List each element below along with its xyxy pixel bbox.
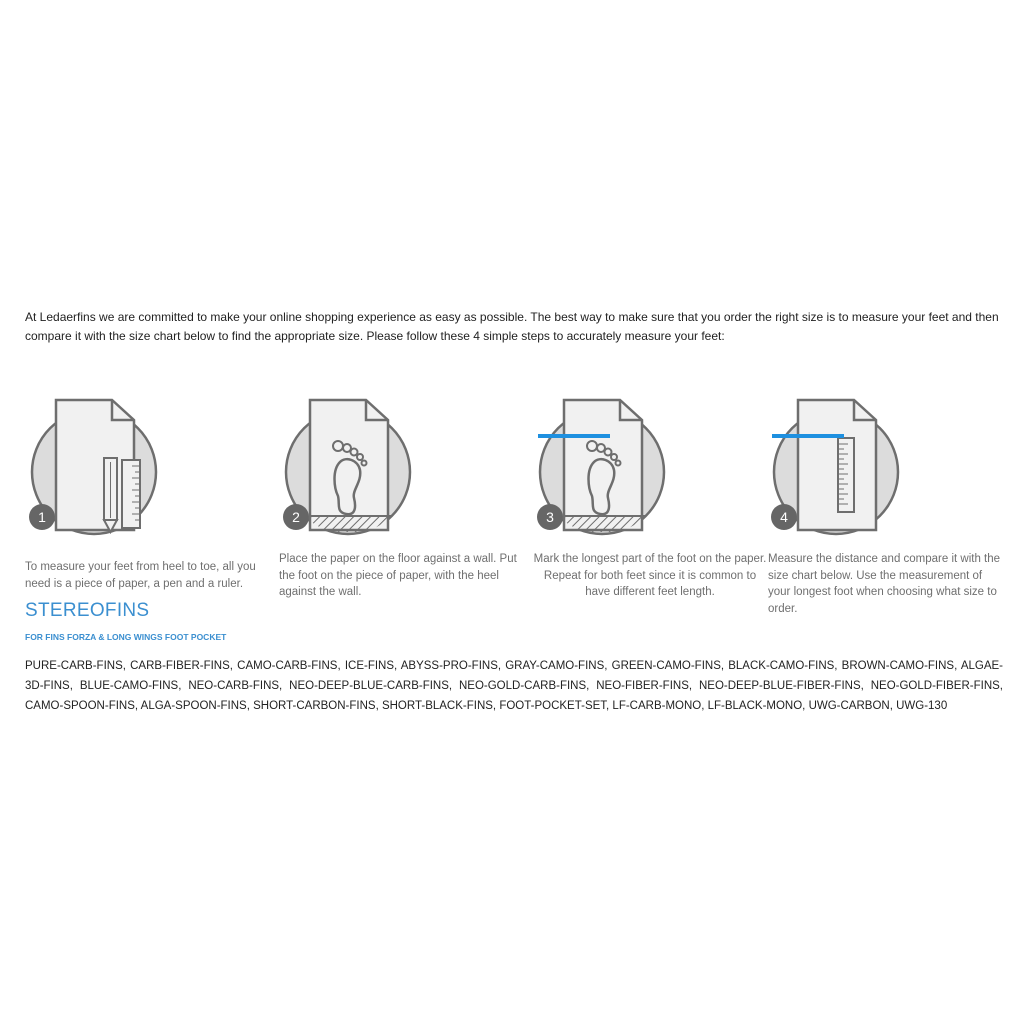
model-list: PURE-CARB-FINS, CARB-FIBER-FINS, CAMO-CARB-FINS, ICE-FINS, ABYSS-PRO-FINS, GRAY-CAMO-FINS, GREEN-CAMO-FINS, BLACK-CAMO-FINS, BROWN-CAMO-FINS, ALGAE-3D-FINS, BLUE-CAMO-FINS, NEO-CARB-FINS, NEO-DEEP-BLUE-CARB-FINS, NEO-GOLD-CARB-FINS, NEO-FIBER-FINS, NEO-DEEP-BLUE-FIBER-FINS, NEO-GOLD-FIBER-FINS, CAMO-SPOON-FINS, ALGA-SPOON-FINS, SHORT-CARBON-FINS, SHORT-BLACK-FINS, FOOT-POCKET-SET, LF-CARB-MONO, LF-BLACK-MONO, UWG-CARBON, UWG-130 xyxy=(25,660,1003,712)
step-2-text: Place the paper on the floor against a wall. Put the foot on the piece of paper, with the heel against the wall. xyxy=(279,553,517,598)
step-3-text: Mark the longest part of the foot on the paper. Repeat for both feet since it is common to have different feet length. xyxy=(533,553,767,598)
step-1-text: To measure your feet from heel to toe, all you need is a piece of paper, a pen and a ruler. xyxy=(25,561,256,590)
step-3-badge: 3 xyxy=(546,509,554,525)
paper-pen-ruler-icon xyxy=(22,390,172,540)
brand-subtitle: FOR FINS FORZA & LONG WINGS FOOT POCKET xyxy=(25,632,227,642)
step-4-badge: 4 xyxy=(780,509,788,525)
step-1-badge: 1 xyxy=(38,509,46,525)
intro-text: At Ledaerfins we are committed to make your online shopping experience as easy as possible. The best way to make sure that you order the right size is to measure your feet and then compare it with the size chart below to find the appropriate size. Please follow these 4 simple steps to accurately measure your feet: xyxy=(25,310,999,343)
measure-ruler-icon xyxy=(764,390,914,540)
step-4-text: Measure the distance and compare it with the size chart below. Use the measurement of your longest foot when choosing what size to order. xyxy=(768,553,1001,615)
brand-title: STEREOFINS xyxy=(25,600,150,621)
mark-foot-length-icon xyxy=(530,390,680,540)
foot-on-paper-icon xyxy=(276,390,426,540)
step-2-badge: 2 xyxy=(292,509,300,525)
